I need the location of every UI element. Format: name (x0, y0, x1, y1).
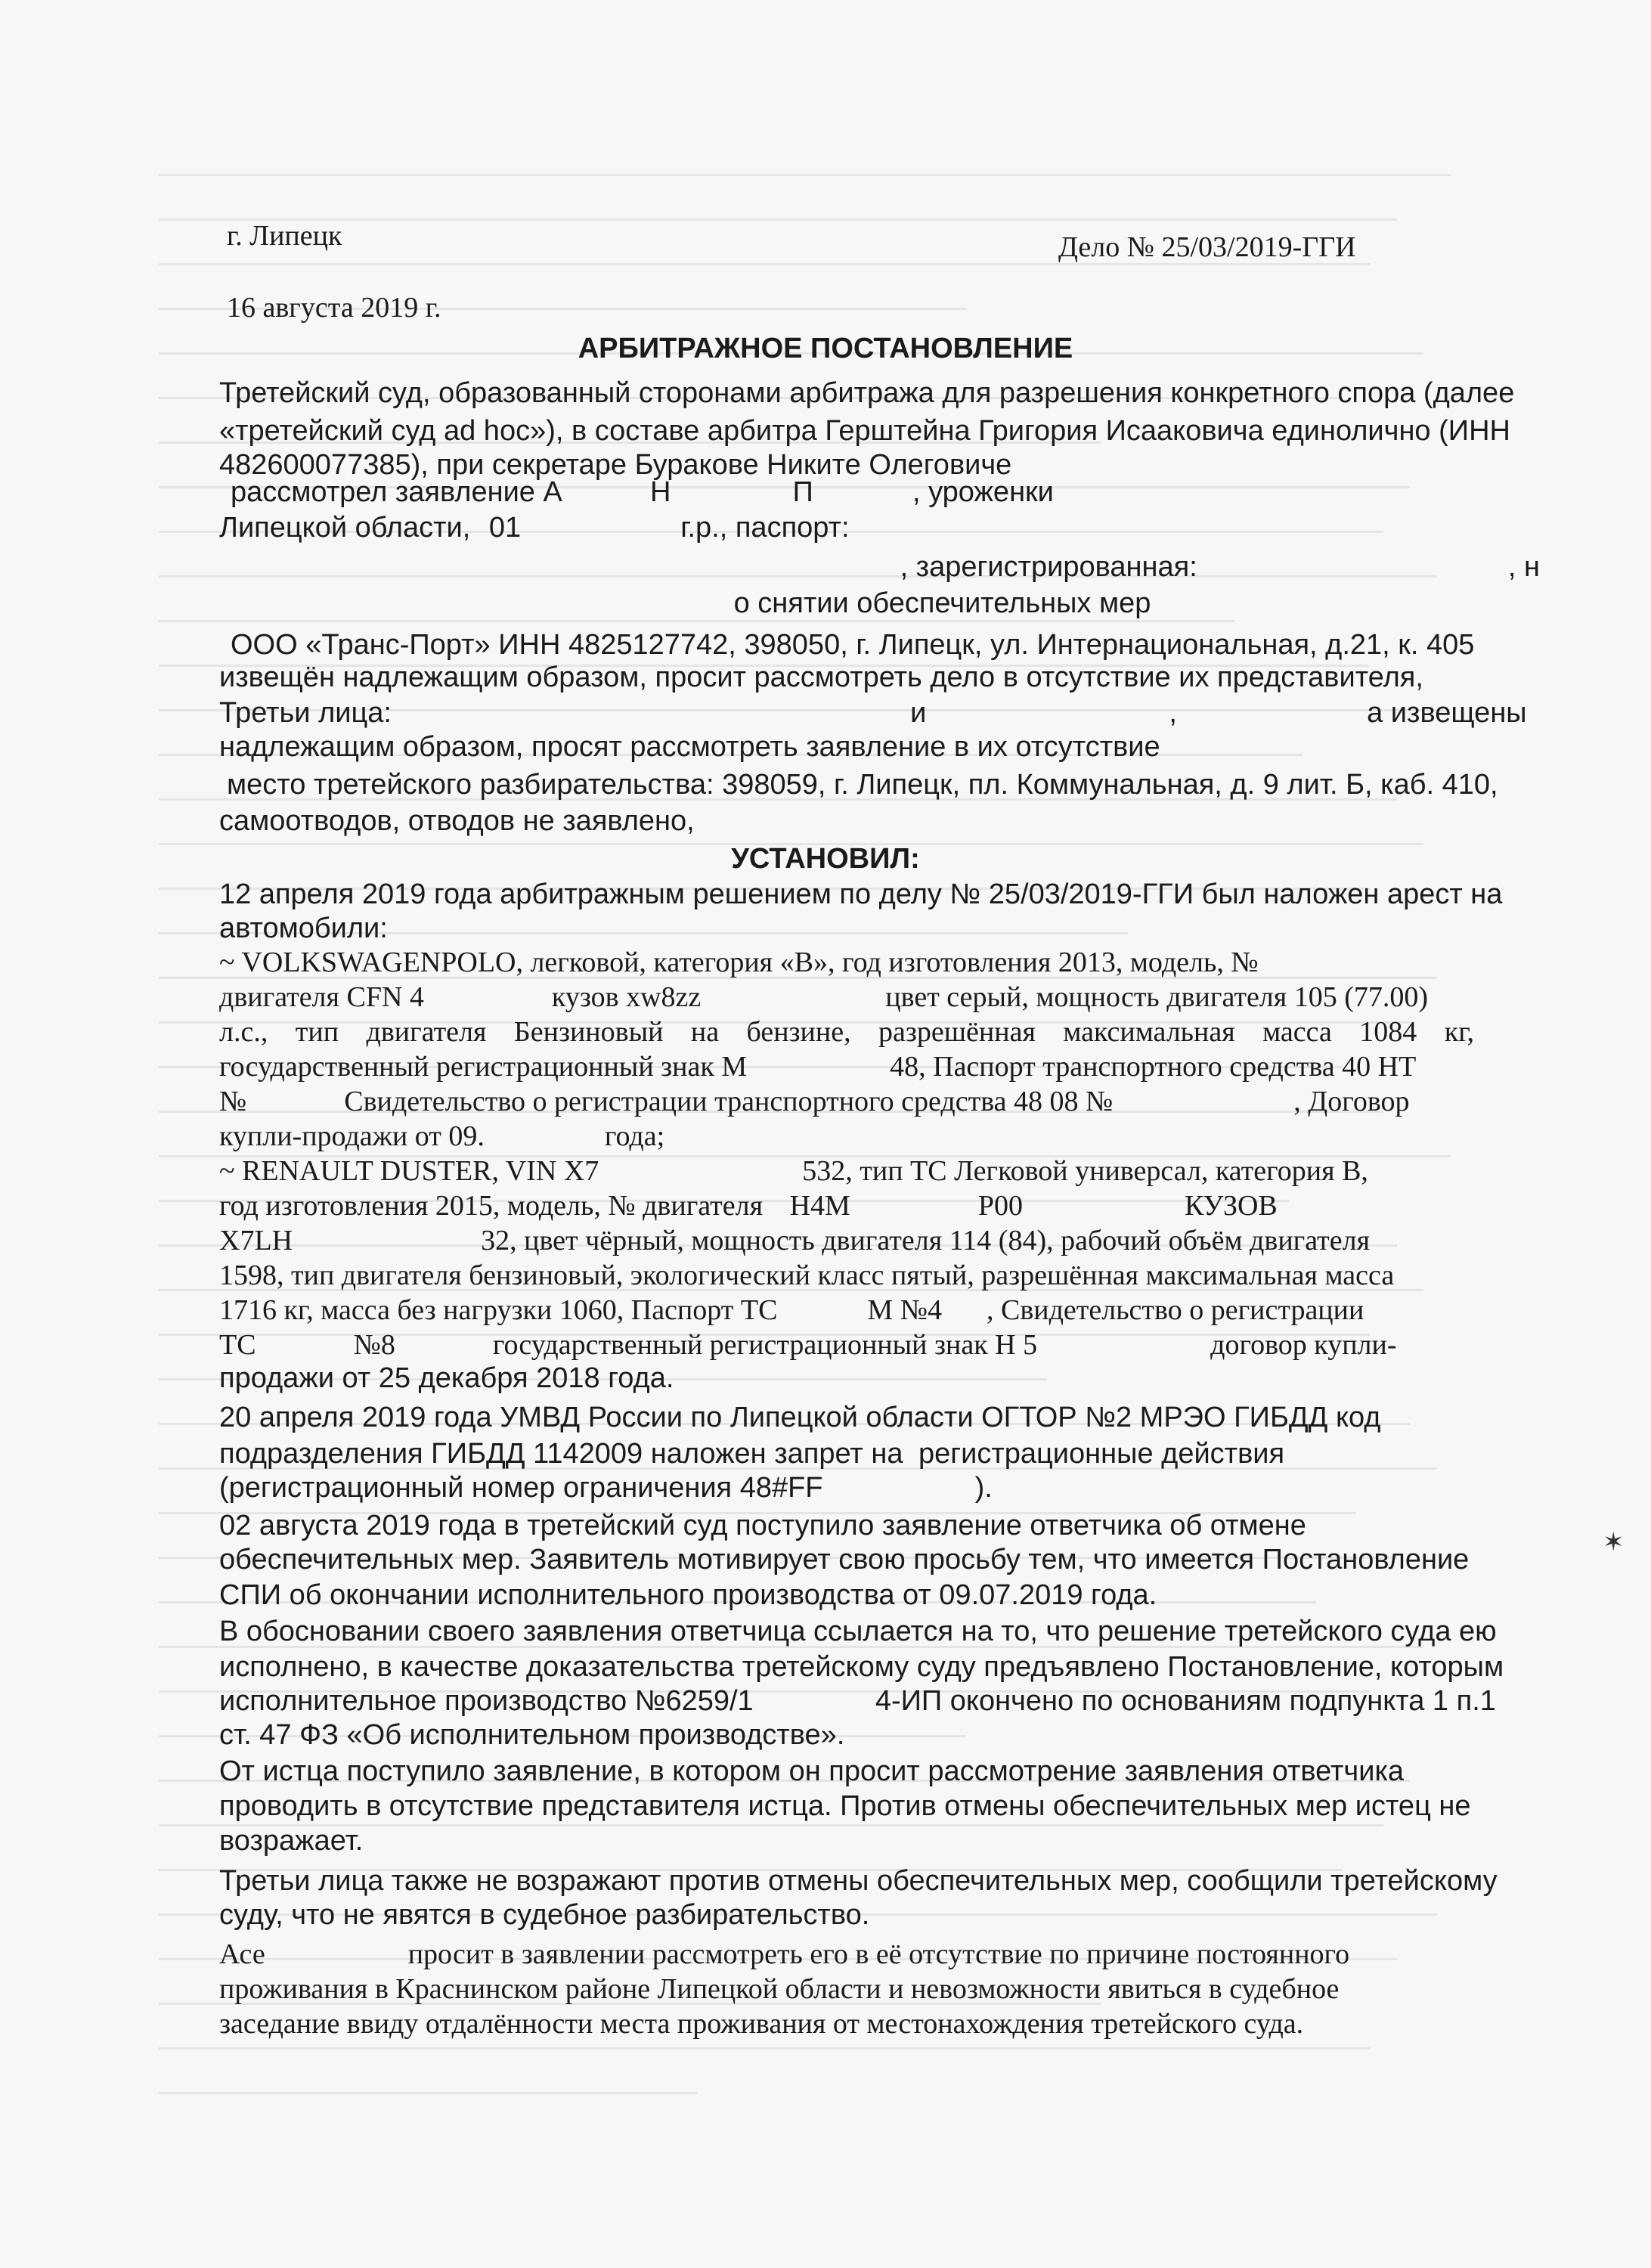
applicant-text: рассмотрел заявление А (231, 476, 562, 508)
decision-date: 16 августа 2019 г. (227, 292, 441, 324)
gibdd-line-3: (регистрационный номер ограничения 48#FF ). (219, 1472, 993, 1504)
scan-artifact-mark: ✶ (1603, 1529, 1625, 1557)
vehicle-1-line-3: л.с., тип двигателя Бензиновый на бензине, разрешённая максимальная масса 1084 кг, (219, 1016, 1474, 1048)
vehicle-1-line-1: ~ VOLKSWAGENPOLO, легковой, категория «В», год изготовления 2013, модель, № (219, 947, 1259, 978)
applicant-line-1 (231, 475, 1485, 510)
vehicle-2-line-6: ТС №8 государственный регистрационный знак Н 5 договор купли- (219, 1329, 1397, 1361)
grounds-line-1: В обосновании своего заявления ответчица ссылается на то, что решение третейского суда ею (219, 1616, 1497, 1647)
applicant-birthplace-label: , уроженки (912, 476, 1054, 508)
motion-line-1: 02 августа 2019 года в третейский суд поступило заявление ответчика об отмене (219, 1510, 1306, 1541)
grounds-line-3: исполнительное производство №6259/1 4-ИП окончено по основаниям подпункта 1 п.1 (219, 1685, 1496, 1717)
vehicle-2-line-1: ~ RENAULT DUSTER, VIN X7 532, тип ТС Легковой универсал, категория В, (219, 1155, 1368, 1187)
venue-line: место третейского разбирательства: 398059, г. Липецк, пл. Коммунальная, д. 9 лит. Б, каб. 410, (227, 769, 1498, 801)
party-ooo-line: ООО «Транс-Порт» ИНН 4825127742, 398050, г. Липецк, ул. Интернациональная, д.21, к. 405 (231, 629, 1475, 661)
plaintiff-line-3: возражает. (219, 1825, 364, 1857)
vehicle-1-line-2: двигателя CFN 4 кузов xw8zz цвет серый, мощность двигателя 105 (77.00) (219, 981, 1429, 1013)
third-parties-line-1: Третьи лица: и , а извещены (219, 697, 1527, 729)
body-line-2: автомобили: (219, 912, 388, 944)
vehicle-1-line-6: купли-продажи от 09. года; (219, 1120, 665, 1152)
third-parties-objection-line-2: суду, что не явятся в судебное разбирательство. (219, 1899, 870, 1931)
motion-line-3: СПИ об окончании исполнительного производства от 09.07.2019 года. (219, 1579, 1157, 1611)
plaintiff-line-2: проводить в отсутствие представителя истца. Против отмены обеспечительных мер истец не (219, 1790, 1471, 1822)
grounds-line-2: исполнено, в качестве доказательства третейскому суду предъявлено Постановление, которым (219, 1651, 1504, 1683)
recusal-line: самоотводов, отводов не заявлено, (219, 805, 695, 837)
body-line-1: 12 апреля 2019 года арбитражным решением по делу № 25/03/2019-ГГИ был наложен арест на (219, 878, 1503, 910)
case-number: Дело № 25/03/2019-ГГИ (1058, 231, 1356, 263)
applicant-initial-n: Н (649, 476, 671, 508)
intro-line-3: 482600077385), при секретаре Буракове Никите Олеговиче (219, 449, 1012, 481)
intro-line-1: Третейский суд, образованный сторонами арбитража для разрешения конкретного спора (далее (219, 377, 1515, 409)
vehicle-2-line-7: продажи от 25 декабря 2018 года. (219, 1362, 674, 1394)
vehicle-2-line-5: 1716 кг, масса без нагрузки 1060, Паспорт ТС M №4 , Свидетельство о регистрации (219, 1294, 1364, 1326)
vehicle-2-line-4: 1598, тип двигателя бензиновый, экологический класс пятый, разрешённая максимальная масса (219, 1259, 1395, 1291)
page-title: АРБИТРАЖНОЕ ПОСТАНОВЛЕНИЕ (578, 333, 1073, 364)
applicant-line-3: , зарегистрированная: , н (900, 551, 1541, 583)
city: г. Липецк (227, 220, 342, 252)
grounds-line-4: ст. 47 ФЗ «Об исполнительном производстве». (219, 1719, 845, 1751)
motion-line-2: обеспечительных мер. Заявитель мотивирует свою просьбу тем, что имеется Постановление (219, 1544, 1470, 1576)
established-heading: УСТАНОВИЛ: (731, 843, 920, 875)
vehicle-2-line-2: год изготовления 2015, модель, № двигателя H4M P00 КУЗОВ (219, 1190, 1278, 1222)
third-parties-line-2: надлежащим образом, просят рассмотреть заявление в их отсутствие (219, 731, 1160, 763)
respondent-line-3: заседание ввиду отдалённости места проживания от местонахождения третейского суда. (219, 2008, 1304, 2040)
respondent-line-2: проживания в Краснинском районе Липецкой области и невозможности явиться в судебное (219, 1973, 1340, 2005)
applicant-line-4: о снятии обеспечительных мер (733, 587, 1151, 619)
third-parties-objection-line-1: Третьи лица также не возражают против отмены обеспечительных мер, сообщили третейскому (219, 1865, 1498, 1897)
vehicle-2-line-3: X7LH 32, цвет чёрный, мощность двигателя 114 (84), рабочий объём двигателя (219, 1225, 1371, 1256)
intro-line-2: «третейский суд ad hoc»), в составе арбитра Герштейна Григория Исааковича единолично (ИНН (219, 415, 1510, 447)
plaintiff-line-1: От истца поступило заявление, в котором он просит рассмотрение заявления ответчика (219, 1755, 1405, 1787)
respondent-line-1: Асе просит в заявлении рассмотреть его в её отсутствие по причине постоянного (219, 1938, 1350, 1970)
gibdd-line-2: подразделения ГИБДД 1142009 наложен запрет на регистрационные действия (219, 1438, 1285, 1470)
vehicle-1-line-4: государственный регистрационный знак М 48, Паспорт транспортного средства 40 НТ (219, 1051, 1417, 1083)
applicant-line-2: Липецкой области, 01 г.р., паспорт: (219, 512, 850, 544)
applicant-initial-p: П (792, 476, 813, 508)
party-notified-line: извещён надлежащим образом, просит рассмотреть дело в отсутствие их представителя, (219, 662, 1423, 693)
vehicle-1-line-5: № Свидетельство о регистрации транспортного средства 48 08 № , Договор (219, 1086, 1410, 1117)
gibdd-line-1: 20 апреля 2019 года УМВД России по Липецкой области ОГТОР №2 МРЭО ГИБДД код (219, 1402, 1381, 1433)
